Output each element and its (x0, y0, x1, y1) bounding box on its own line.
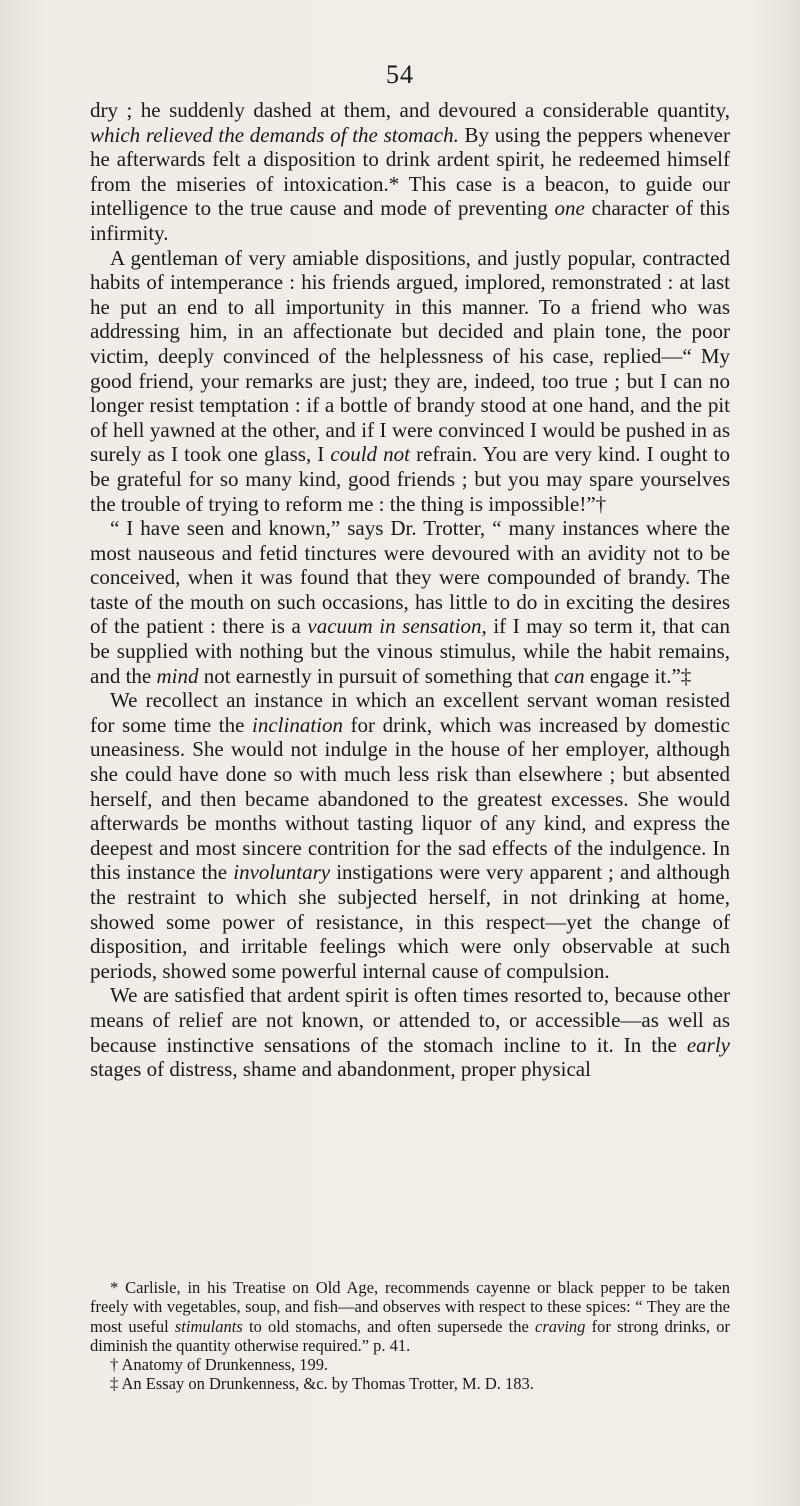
paragraph-4: We recollect an instance in which an excellent servant woman resisted for some time the inclination for drink, which was increased by domestic uneasiness. She would not indulge in the house of her employer, although she could have done so with much less risk than elsewhere ; but absented herself, and then became abandoned to the greatest excesses. She would afterwards be months without tasting liquor of any kind, and express the deepest and most sincere contrition for the sad effects of the indulgence. In this instance the involuntary instigations were very apparent ; and although the restraint to which she subjected herself, in not drinking at home, showed some power of resistance, in this respect—yet the change of disposition, and irritable feelings which were only observable at such periods, showed some powerful internal cause of compulsion. (90, 688, 730, 983)
paragraph-5: We are satisfied that ardent spirit is often times resorted to, because other means of relief are not known, or attended to, or accessible—as well as because instinctive sensations of the stomach incline to it. In the early stages of distress, shame and abandonment, proper physical (90, 983, 730, 1082)
footnotes (90, 1278, 730, 1394)
paragraph-3: “ I have seen and known,” says Dr. Trotter, “ many instances where the most nauseous and fetid tinctures were devoured with an avidity not to be conceived, when it was found that they were compounded of brandy. The taste of the mouth on such occasions, has little to do in exciting the desires of the patient : there is a vacuum in sensation, if I may so term it, that can be supplied with nothing but the vinous stimulus, while the habit remains, and the mind not earnestly in pursuit of something that can engage it.”‡ (90, 516, 730, 688)
body-text (90, 98, 730, 1082)
footnote-2: † Anatomy of Drunkenness, 199. (110, 1355, 329, 1375)
footnote-1: * Carlisle, in his Treatise on Old Age, recommends cayenne or black pepper to be taken freely with vegetables, soup, and fish—and observes with respect to these spices: “ They are the most useful stimulants to old stomachs, and often supersede the craving for strong drinks, or diminish the quantity otherwise required.” p. 41. (90, 1278, 730, 1355)
footnote-3: ‡ An Essay on Drunkenness, &c. by Thomas Trotter, M. D. 183. (110, 1374, 534, 1394)
paragraph-1: dry ; he suddenly dashed at them, and devoured a considerable quantity, which relieved the demands of the stomach. By using the peppers whenever he afterwards felt a disposition to drink ardent spirit, he redeemed himself from the miseries of intoxication.* This case is a beacon, to guide our intelligence to the true cause and mode of preventing one character of this infirmity. (90, 98, 730, 245)
page-number: 54 (386, 60, 414, 89)
paragraph-2: A gentleman of very amiable dispositions, and justly popular, contracted habits of intemperance : his friends argued, implored, remonstrated : at last he put an end to all importunity in this manner. To a friend who was addressing him, in an affectionate but decided and plain tone, the poor victim, deeply convinced of the helplessness of his case, replied—“ My good friend, your remarks are just; they are, indeed, too true ; but I can no longer resist temptation : if a bottle of brandy stood at one hand, and the pit of hell yawned at the other, and if I were convinced I would be pushed in as surely as I took one glass, I could not refrain. You are very kind. I ought to be grateful for so many kind, good friends ; but you may spare yourselves the trouble of trying to reform me : the thing is impossible!”† (90, 245, 730, 516)
